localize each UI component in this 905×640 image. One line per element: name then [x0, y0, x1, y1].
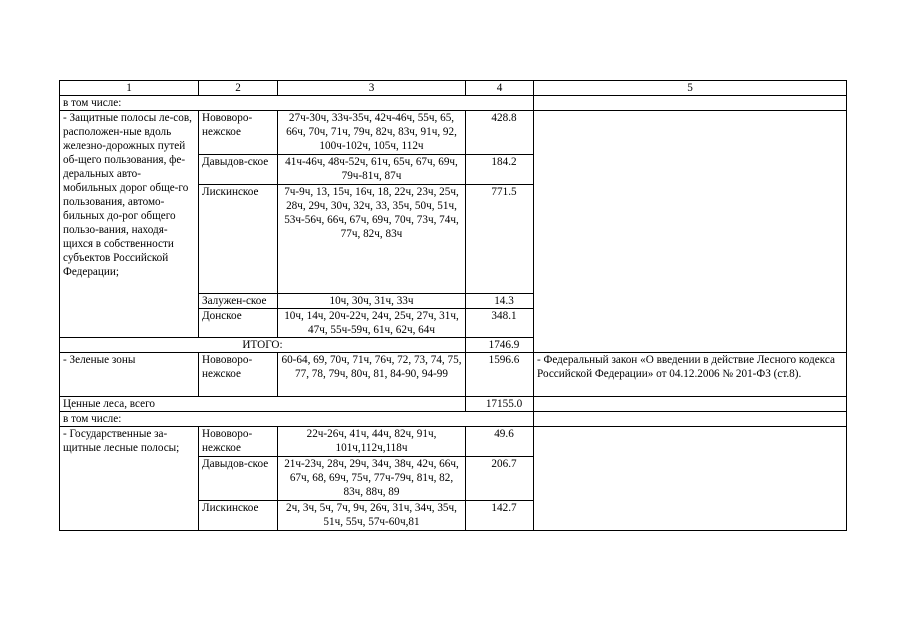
protective-strips-title: - Защитные полосы ле-сов, расположен-ные вдоль железно-дорожных путей об-щего пользования, фе-деральных авто-мобильных дорог обще-го пользования, автомо-бильных до-рог общего пользо-вания, находя-щихся в собственности субъектов Российской Федерации; [60, 111, 199, 338]
area-cell: 142.7 [466, 501, 534, 531]
district-cell: Лискинское [199, 501, 278, 531]
area-cell: 206.7 [466, 457, 534, 501]
district-cell: Нововоро-нежское [199, 353, 278, 397]
table-row [60, 96, 847, 111]
table-row [60, 397, 847, 412]
quarters-cell: 41ч-46ч, 48ч-52ч, 61ч, 65ч, 67ч, 69ч, 79ч-81ч, 87ч [278, 155, 466, 185]
in-total-label: в том числе: [60, 412, 534, 427]
quarters-cell: 7ч-9ч, 13, 15ч, 16ч, 18, 22ч, 23ч, 25ч, 28ч, 29ч, 30ч, 32ч, 33, 35ч, 50ч, 51ч, 53ч-56ч, 66ч, 67ч, 69ч, 70ч, 73ч, 74ч, 77ч, 82ч, 83ч [278, 185, 466, 294]
law-reference: - Федеральный закон «О введении в действие Лесного кодекса Российской Федерации» от 04.12.2006 № 201-ФЗ (ст.8). [534, 353, 847, 397]
total-value: 1746.9 [466, 338, 534, 353]
quarters-cell: 2ч, 3ч, 5ч, 7ч, 9ч, 26ч, 31ч, 34ч, 35ч, 51ч, 55ч, 57ч-60ч,81 [278, 501, 466, 531]
area-cell: 14.3 [466, 294, 534, 309]
area-cell: 49.6 [466, 427, 534, 457]
total-label: ИТОГО: [60, 338, 466, 353]
quarters-cell: 10ч, 14ч, 20ч-22ч, 24ч, 25ч, 27ч, 31ч, 47ч, 55ч-59ч, 61ч, 62ч, 64ч [278, 309, 466, 338]
district-cell: Давыдов-ское [199, 155, 278, 185]
area-cell: 771.5 [466, 185, 534, 294]
header-col-3: 3 [278, 81, 466, 96]
district-cell: Нововоро-нежское [199, 427, 278, 457]
table-row [60, 353, 847, 397]
district-cell: Давыдов-ское [199, 457, 278, 501]
state-protective-strips-title: - Государственные за-щитные лесные полосы; [60, 427, 199, 531]
header-row [60, 81, 847, 96]
quarters-cell: 27ч-30ч, 33ч-35ч, 42ч-46ч, 55ч, 65, 66ч, 70ч, 71ч, 79ч, 82ч, 83ч, 91ч, 92, 100ч-102ч, 105ч, 112ч [278, 111, 466, 155]
district-cell: Донское [199, 309, 278, 338]
district-cell: Нововоро-нежское [199, 111, 278, 155]
valuable-forests-label: Ценные леса, всего [60, 397, 466, 412]
area-cell: 428.8 [466, 111, 534, 155]
header-col-2: 2 [199, 81, 278, 96]
header-col-5: 5 [534, 81, 847, 96]
table-row [60, 412, 847, 427]
in-total-label: в том числе: [60, 96, 534, 111]
quarters-cell: 22ч-26ч, 41ч, 44ч, 82ч, 91ч, 101ч,112ч,118ч [278, 427, 466, 457]
header-col-1: 1 [60, 81, 199, 96]
quarters-cell: 60-64, 69, 70ч, 71ч, 76ч, 72, 73, 74, 75, 77, 78, 79ч, 80ч, 81, 84-90, 94-99 [278, 353, 466, 397]
table-row [60, 427, 847, 457]
valuable-forests-value: 17155.0 [466, 397, 534, 412]
table-row [60, 111, 847, 155]
district-cell: Залужен-ское [199, 294, 278, 309]
district-cell: Лискинское [199, 185, 278, 294]
green-zones-title: - Зеленые зоны [60, 353, 199, 397]
area-cell: 1596.6 [466, 353, 534, 397]
quarters-cell: 21ч-23ч, 28ч, 29ч, 34ч, 38ч, 42ч, 66ч, 67ч, 68, 69ч, 75ч, 77ч-79ч, 81ч, 82, 83ч, 88ч, 89 [278, 457, 466, 501]
area-cell: 184.2 [466, 155, 534, 185]
quarters-cell: 10ч, 30ч, 31ч, 33ч [278, 294, 466, 309]
forest-table [59, 80, 847, 531]
area-cell: 348.1 [466, 309, 534, 338]
header-col-4: 4 [466, 81, 534, 96]
